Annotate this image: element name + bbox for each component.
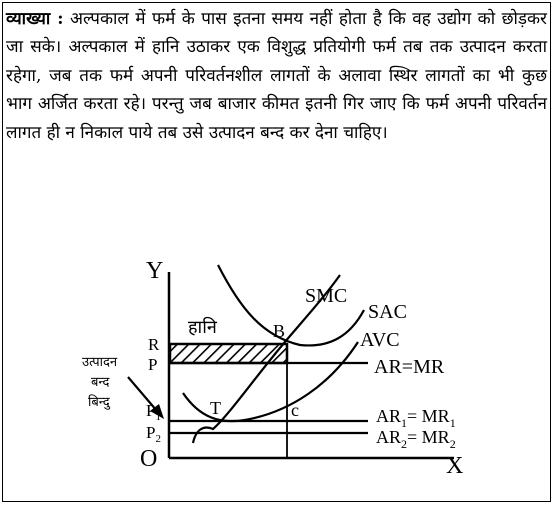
point-c-label: c [291, 400, 299, 420]
avc-label: AVC [360, 329, 400, 351]
shutdown-label-line3: बिन्दु [88, 394, 110, 409]
point-t-label: T [210, 398, 221, 418]
origin-label: O [140, 446, 158, 472]
price-r-label: R [148, 335, 160, 354]
point-b-label: B [273, 321, 286, 341]
explanation-text: अल्पकाल में फर्म के पास इतना समय नहीं होता है कि वह उद्योग को छोड़कर जा सके। अल्पकाल में हानि उठाकर एक विशुद्ध प्रतियोगी फर्म तब तक उत्पादन करता रहेगा, जब तक फर्म अपनी परिवर्तनशील लागतों के अलावा स्थिर लागतों का भी कुछ भाग अर्जित करता रहे। परन्तु जब बाजार कीमत इतनी गिर जाए कि फर्म अपनी परिवर्तन लागत ही न निकाल पाये तब उसे उत्पादन बन्द कर देना चाहिए। [6, 9, 548, 143]
sac-label: SAC [368, 301, 407, 323]
ar1-mr1-label: $AR_1= MR_1$ [376, 406, 456, 430]
price-p1-label: $P_1$ [146, 401, 161, 423]
shutdown-label-line1: उत्पादन [82, 354, 118, 369]
smc-label: SMC [305, 285, 348, 307]
ar-mr-label: AR=MR [374, 356, 445, 378]
price-p2-label: $P_2$ [146, 423, 161, 445]
price-p-label: P [148, 355, 158, 374]
shutdown-label-line2: बन्द [91, 374, 110, 389]
loss-label: हानि [188, 317, 217, 337]
explanation-heading: व्याख्या : [6, 9, 64, 29]
y-axis-label: Y [146, 258, 164, 284]
x-axis-label: X [446, 453, 464, 479]
ar2-mr2-label: $AR_2= MR_2$ [376, 427, 456, 451]
